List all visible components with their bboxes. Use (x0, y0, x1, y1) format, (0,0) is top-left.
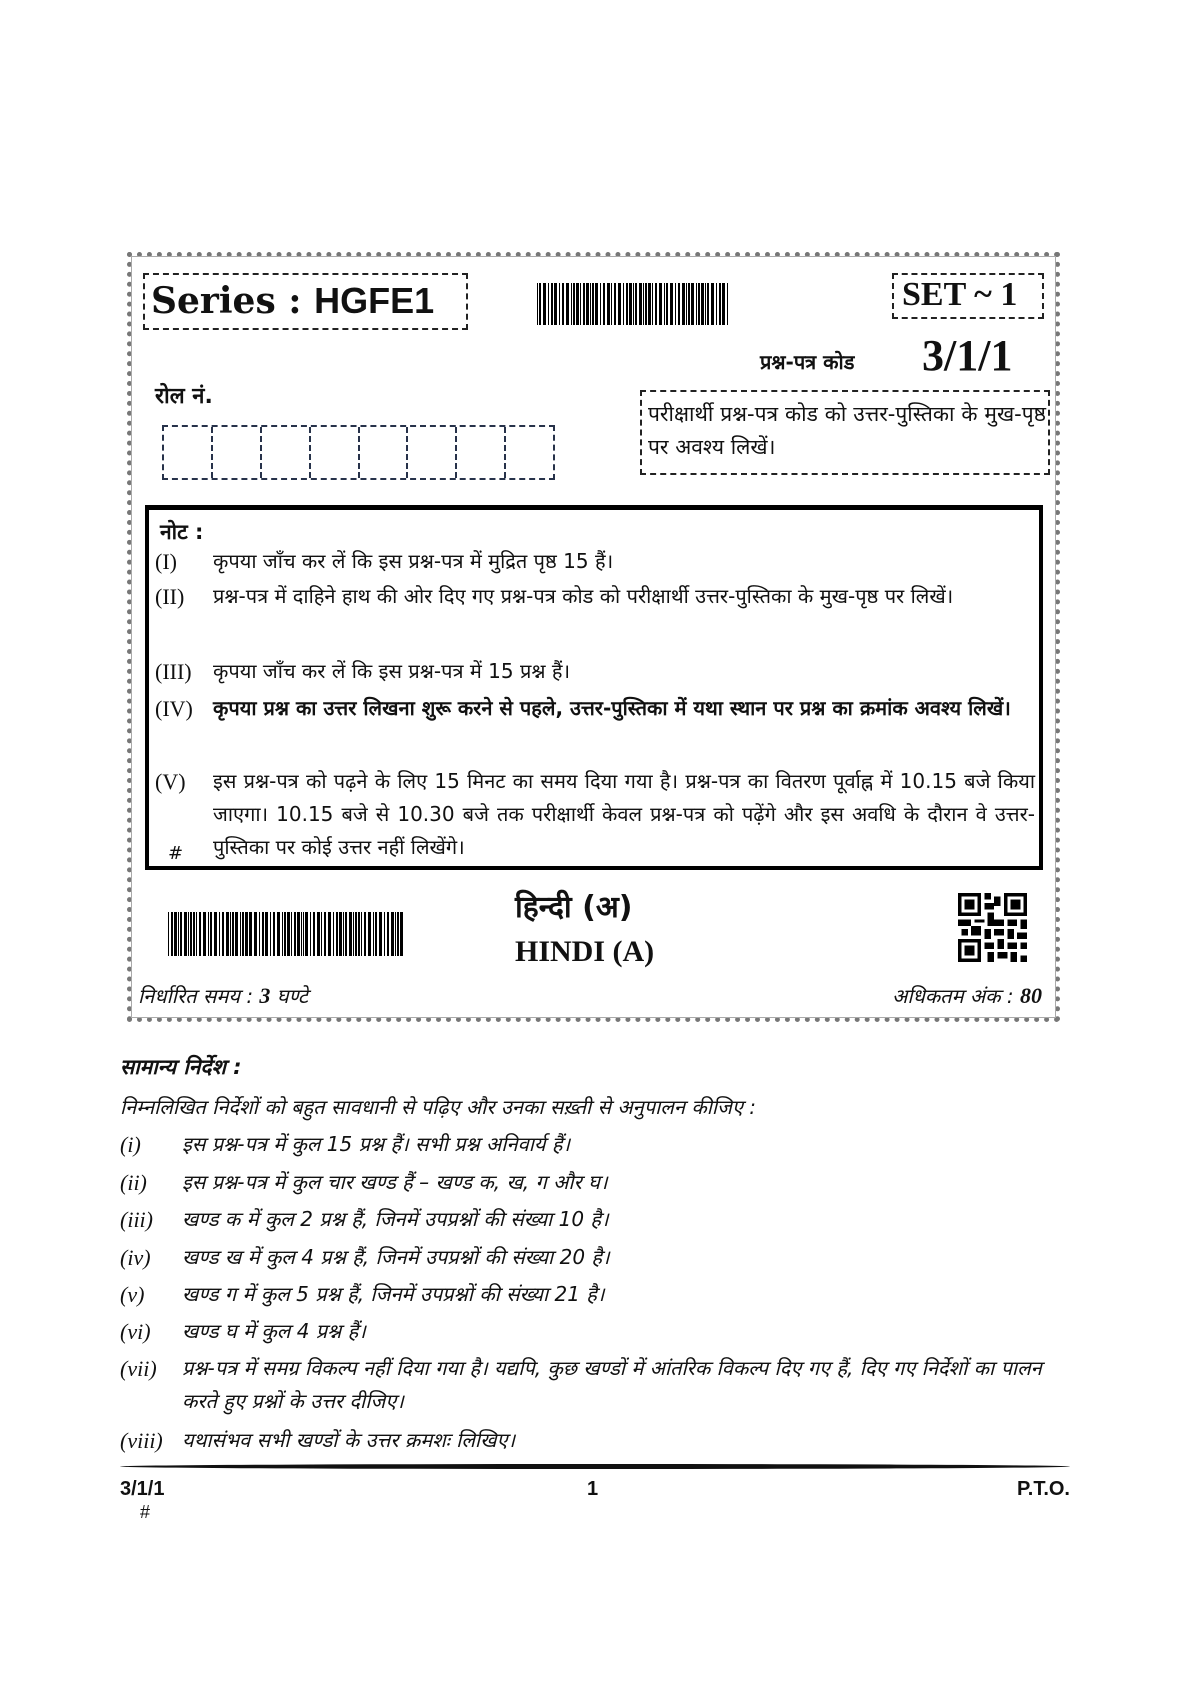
barcode-bar (232, 912, 234, 956)
roll-number-cell[interactable] (408, 427, 457, 478)
roll-number-label: रोल नं. (155, 384, 213, 409)
instruction-number: (iii) (120, 1207, 153, 1232)
series-label (151, 280, 434, 322)
barcode-bar (639, 283, 642, 325)
time-unit: घण्टे (270, 984, 308, 1008)
question-code-label: प्रश्न-पत्र कोड (760, 350, 855, 374)
barcode-bar (643, 283, 644, 325)
barcode-bar (301, 912, 302, 956)
barcode-bar (562, 283, 564, 325)
barcode-bar (328, 912, 331, 956)
barcode-bar (705, 283, 706, 325)
general-instructions-intro: निम्नलिखित निर्देशों को बहुत सावधानी से पढ़िए और उनका सख़्ती से अनुपालन कीजिए : (120, 1095, 757, 1119)
time-value: 3 (259, 983, 271, 1008)
barcode-bar (711, 283, 714, 325)
note-item-number: (IV) (155, 696, 193, 721)
barcode-bar (193, 912, 196, 956)
instruction-item (120, 1352, 1075, 1418)
barcode-bar (603, 283, 605, 325)
footer-hash-mark: # (140, 1502, 151, 1522)
barcode-bar (262, 912, 264, 956)
barcode-bar (313, 912, 315, 956)
barcode-bar (287, 912, 290, 956)
note-item-text: प्रश्न-पत्र में दाहिने हाथ की ओर दिए गए प्रश्न-पत्र कोड को परीक्षार्थी उत्तर-पुस्तिका के मुख-पृष्ठ पर लिखें। (213, 584, 954, 608)
barcode-bar (291, 912, 292, 956)
barcode-bar (210, 912, 212, 956)
barcode-bar (250, 912, 252, 956)
qr-code-icon (958, 893, 1027, 962)
instruction-text: प्रश्न-पत्र में समग्र विकल्प नहीं दिया गया है। यद्यपि, कुछ खण्डों में आंतरिक विकल्प दिए गए हैं, दिए गए निर्देशों का पालन करते हुए प्रश्नों के उत्तर दीजिए। (182, 1356, 1042, 1413)
barcode-bar (222, 912, 224, 956)
barcode-bar (294, 912, 296, 956)
barcode-bar (282, 912, 283, 956)
barcode-bar (230, 912, 231, 956)
barcode-bar (387, 912, 389, 956)
question-code-value: 3/1/1 (922, 331, 1013, 380)
barcode-bar (543, 283, 546, 325)
barcode-bar (254, 912, 257, 956)
page-number: 1 (587, 1478, 599, 1500)
set-label: SET ~ 1 (902, 276, 1018, 313)
note-item (155, 545, 1035, 578)
barcode-bar (400, 912, 403, 956)
barcode-bar (722, 283, 725, 325)
barcode-bar (698, 283, 700, 325)
instruction-number: (ii) (120, 1170, 147, 1195)
barcode-bar (259, 912, 260, 956)
barcode-bar (580, 283, 581, 325)
barcode-bar (190, 912, 192, 956)
barcode-bar (629, 283, 632, 325)
barcode-bar (270, 912, 271, 956)
barcode-bar (373, 912, 374, 956)
hash-mark: # (168, 843, 184, 864)
barcode-bar (611, 283, 612, 325)
barcode-bar (273, 912, 275, 956)
barcode-bar (659, 283, 662, 325)
barcode-bar (303, 912, 305, 956)
subject-title-hindi: हिन्दी (अ) (515, 890, 633, 925)
barcode-bar (623, 283, 624, 325)
note-item (155, 580, 1035, 613)
note-item-number: (III) (155, 659, 192, 684)
barcode-bar (648, 283, 651, 325)
roll-number-cell[interactable] (262, 427, 311, 478)
instruction-item (120, 1203, 1075, 1236)
please-turn-over: P.T.O. (1017, 1478, 1070, 1500)
barcode-bar (645, 283, 647, 325)
barcode-bar (686, 283, 687, 325)
instruction-number: (viii) (120, 1428, 163, 1453)
barcode-bar (324, 912, 326, 956)
barcode-bottom (168, 912, 405, 956)
barcode-bar (349, 912, 352, 956)
footer-paper-code: 3/1/1 (120, 1478, 165, 1500)
instruction-item (120, 1315, 1075, 1348)
instruction-text: इस प्रश्न-पत्र में कुल चार खण्ड हैं – खण्ड क, ख, ग और घ। (182, 1170, 608, 1194)
instruction-number: (v) (120, 1282, 145, 1307)
barcode-bar (675, 283, 676, 325)
barcode-bar (664, 283, 665, 325)
barcode-bar (317, 912, 320, 956)
barcode-bar (590, 283, 591, 325)
barcode-bar (184, 912, 187, 956)
barcode-bar (305, 912, 308, 956)
allotted-time (138, 982, 308, 1009)
note-item-text: कृपया प्रश्न का उत्तर लिखना शुरू करने से पहले, उत्तर-पुस्तिका में यथा स्थान पर प्रश्न का क्रमांक अवश्य लिखें। (213, 696, 1011, 720)
barcode-bar (345, 912, 347, 956)
note-title: नोट : (160, 520, 204, 544)
roll-number-grid[interactable] (162, 425, 555, 480)
barcode-bar (178, 912, 179, 956)
note-item (155, 692, 1035, 725)
code-instruction-text: परीक्षार्थी प्रश्न-पत्र कोड को उत्तर-पुस्तिका के मुख-पृष्ठ पर अवश्य लिखें। (648, 402, 1046, 459)
barcode-bar (573, 283, 575, 325)
note-item (155, 655, 1035, 688)
barcode-bar (566, 283, 569, 325)
note-item-number: (V) (155, 769, 186, 794)
note-item-text: इस प्रश्न-पत्र को पढ़ने के लिए 15 मिनट का समय दिया गया है। प्रश्न-पत्र का वितरण पूर्वाह्न में 10.15 बजे किया जाएगा। 10.15 बजे से 10.30 बजे तक परीक्षार्थी केवल प्रश्न-पत्र को पढ़ेंगे और इस अवधि के दौरान वे उत्तर-पुस्तिका पर कोई उत्तर नहीं लिखेंगे। (213, 769, 1035, 859)
barcode-bar (600, 283, 601, 325)
instruction-text: खण्ड क में कुल 2 प्रश्न हैं, जिनमें उपप्रश्नों की संख्या 10 है। (182, 1207, 609, 1231)
roll-number-cell[interactable] (164, 427, 213, 478)
instruction-text: इस प्रश्न-पत्र में कुल 15 प्रश्न हैं। सभी प्रश्न अनिवार्य हैं। (182, 1132, 571, 1156)
barcode-bar (284, 912, 286, 956)
barcode-bar (691, 283, 694, 325)
barcode-bar (174, 912, 177, 956)
barcode-bar (652, 283, 653, 325)
barcode-bar (168, 912, 169, 956)
marks-label: अधिकतम अंक : (892, 984, 1020, 1008)
barcode-bar (355, 912, 357, 956)
barcode-bar (397, 912, 399, 956)
barcode-bar (682, 283, 685, 325)
barcode-bar (180, 912, 182, 956)
instruction-text: यथासंभव सभी खण्डों के उत्तर क्रमशः लिखिए। (182, 1428, 516, 1452)
note-item-number: (I) (155, 549, 177, 574)
barcode-bar (633, 283, 634, 325)
barcode-bar (618, 283, 621, 325)
barcode-bar (199, 912, 201, 956)
barcode-bar (235, 912, 238, 956)
barcode-bar (219, 912, 220, 956)
barcode-bar (727, 283, 728, 325)
instruction-number: (vii) (120, 1356, 157, 1381)
marks-value: 80 (1020, 983, 1042, 1008)
barcode-bar (226, 912, 229, 956)
barcode-bar (277, 912, 280, 956)
instruction-text: खण्ड घ में कुल 4 प्रश्न हैं। (182, 1319, 366, 1343)
barcode-bar (249, 912, 250, 956)
barcode-bar (358, 912, 361, 956)
barcode-bar (635, 283, 637, 325)
barcode-bar (554, 283, 557, 325)
barcode-bar (384, 912, 385, 956)
barcode-bar (696, 283, 697, 325)
barcode-bar (571, 283, 572, 325)
barcode-bar (678, 283, 680, 325)
barcode-bar (343, 912, 344, 956)
barcode-bar (336, 912, 338, 956)
barcode-bar (395, 912, 396, 956)
barcode-bar (375, 912, 377, 956)
roll-number-cell[interactable] (360, 427, 409, 478)
barcode-bar (539, 283, 541, 325)
barcode-bar (592, 283, 594, 325)
general-instructions-title: सामान्य निर्देश : (120, 1055, 242, 1079)
barcode-bar (551, 283, 553, 325)
instruction-text: खण्ड ग में कुल 5 प्रश्न हैं, जिनमें उपप्रश्नों की संख्या 21 है। (182, 1282, 605, 1306)
barcode-bar (707, 283, 709, 325)
roll-number-cell[interactable] (506, 427, 553, 478)
barcode-bar (242, 912, 244, 956)
barcode-bar (666, 283, 668, 325)
series-label-text: Series : (151, 280, 315, 322)
barcode-bar (333, 912, 334, 956)
instruction-item (120, 1128, 1075, 1161)
barcode-bar (379, 912, 382, 956)
instruction-number: (iv) (120, 1245, 151, 1270)
barcode-bar (208, 912, 209, 956)
barcode-bar (364, 912, 366, 956)
barcode-bar (265, 912, 268, 956)
barcode-bar (188, 912, 189, 956)
barcode-bar (361, 912, 362, 956)
barcode-bar (586, 283, 589, 325)
barcode-bar (614, 283, 616, 325)
barcode-bar (203, 912, 206, 956)
barcode-bar (688, 283, 690, 325)
barcode-bar (626, 283, 628, 325)
barcode-bar (310, 912, 311, 956)
barcode-bar (559, 283, 560, 325)
barcode-bar (391, 912, 394, 956)
time-label: निर्धारित समय : (138, 984, 260, 1008)
instruction-number: (vi) (120, 1319, 151, 1344)
footer-divider (120, 1464, 1070, 1469)
barcode-bar (716, 283, 717, 325)
barcode-bar (171, 912, 173, 956)
barcode-bar (595, 283, 598, 325)
barcode-bar (607, 283, 610, 325)
barcode-bar (548, 283, 549, 325)
barcode-bar (576, 283, 579, 325)
instruction-item (120, 1424, 1075, 1457)
barcode-bar (655, 283, 657, 325)
barcode-bar (240, 912, 241, 956)
roll-number-cell[interactable] (311, 427, 360, 478)
note-item-number: (II) (155, 584, 185, 609)
barcode-bar (297, 912, 300, 956)
barcode-bar (339, 912, 342, 956)
barcode-bar (583, 283, 585, 325)
instruction-number: (i) (120, 1132, 141, 1157)
note-item-text: कृपया जाँच कर लें कि इस प्रश्न-पत्र में 15 प्रश्न हैं। (213, 659, 571, 683)
barcode-bar (368, 912, 371, 956)
series-value: HGFE1 (314, 280, 435, 321)
roll-number-cell[interactable] (213, 427, 262, 478)
barcode-bar (321, 912, 322, 956)
instruction-item (120, 1278, 1075, 1311)
barcode-bar (537, 283, 538, 325)
barcode-bar (245, 912, 248, 956)
roll-number-cell[interactable] (457, 427, 506, 478)
barcode-bar (214, 912, 217, 956)
barcode-bar (196, 912, 197, 956)
barcode-bar (719, 283, 721, 325)
barcode-top (537, 283, 730, 325)
note-item (155, 765, 1035, 864)
barcode-bar (670, 283, 673, 325)
subject-title-english: HINDI (A) (515, 935, 655, 968)
note-item-text: कृपया जाँच कर लें कि इस प्रश्न-पत्र में मुद्रित पृष्ठ 15 हैं। (213, 549, 614, 573)
barcode-bar (701, 283, 704, 325)
instruction-item (120, 1241, 1075, 1274)
barcode-bar (353, 912, 354, 956)
instruction-text: खण्ड ख में कुल 4 प्रश्न हैं, जिनमें उपप्रश्नों की संख्या 20 है। (182, 1245, 610, 1269)
maximum-marks (892, 982, 1042, 1009)
instruction-item (120, 1166, 1075, 1199)
